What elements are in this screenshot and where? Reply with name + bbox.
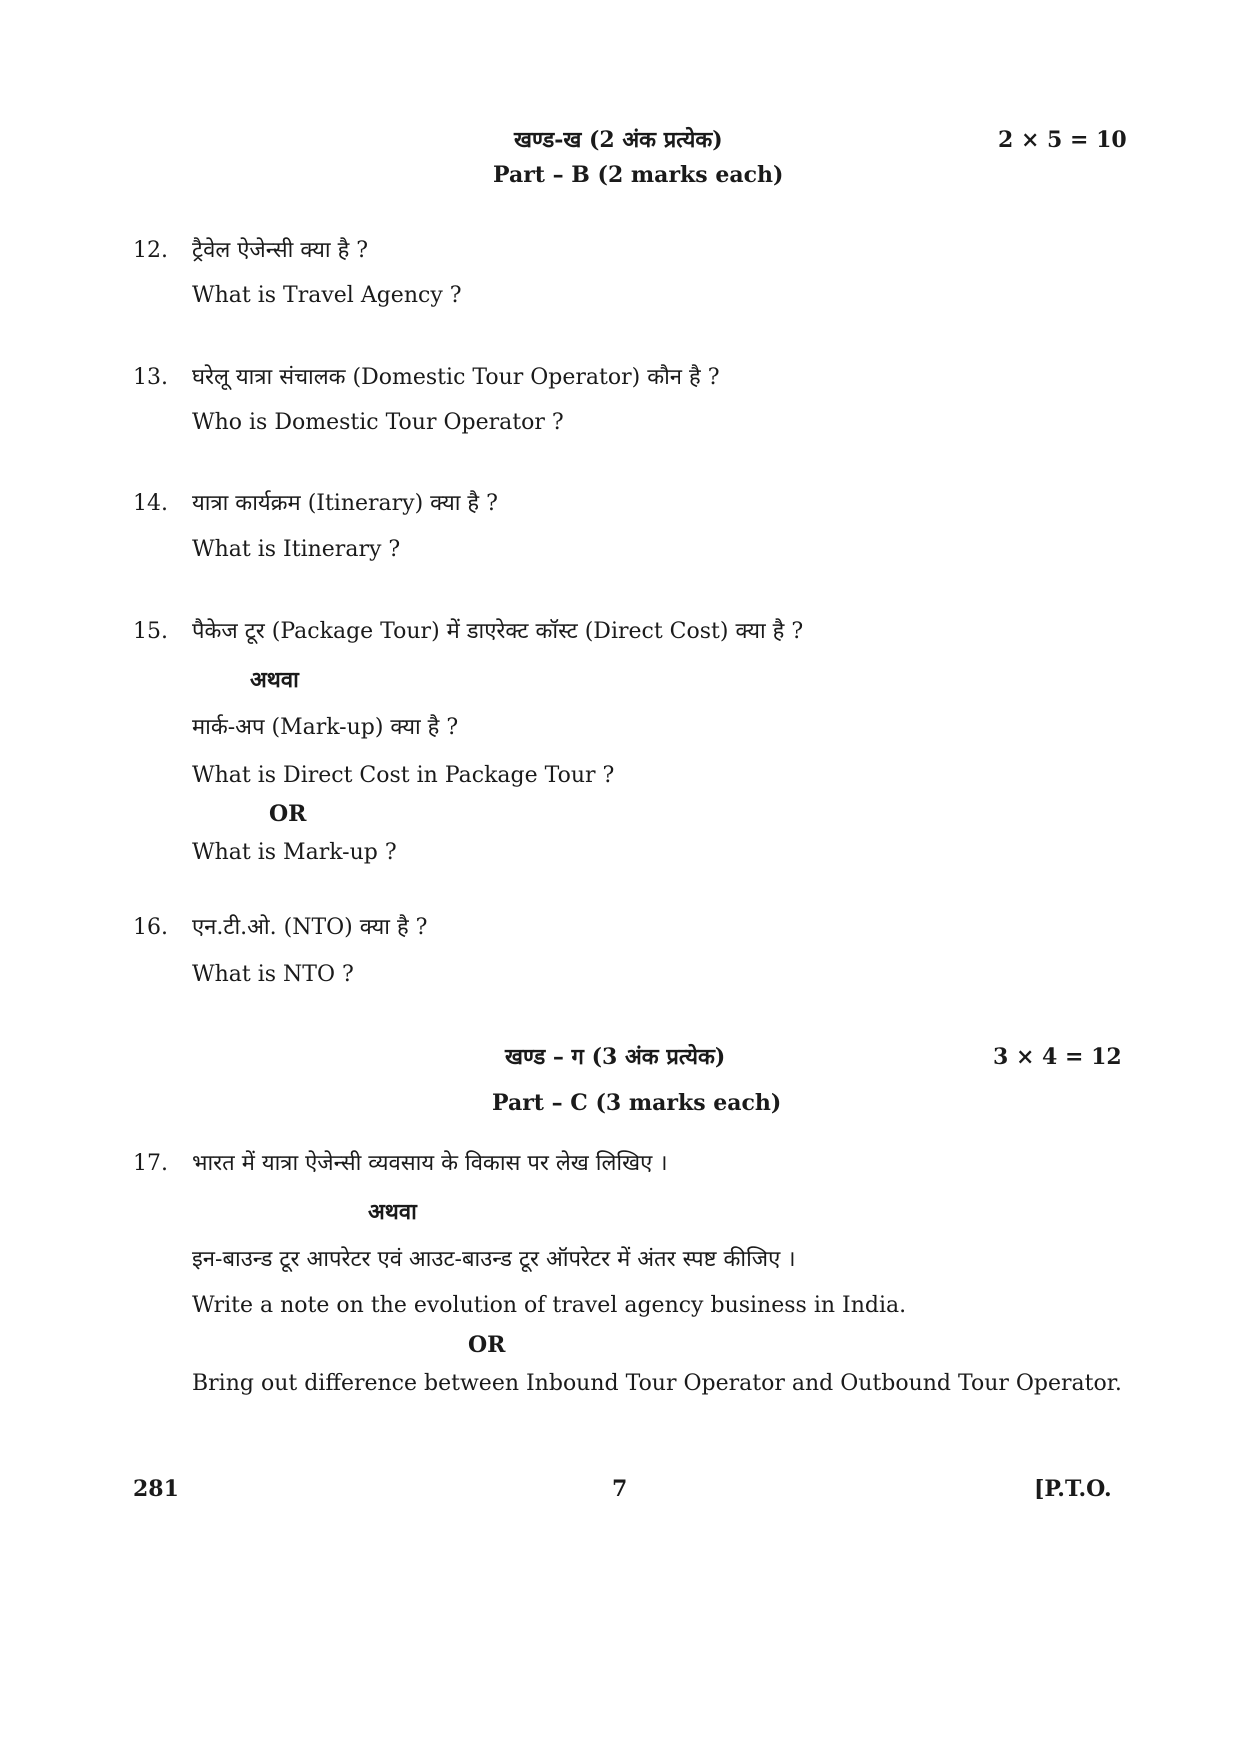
question-hindi: एन.टी.ओ. (NTO) क्या है ? [192,915,428,940]
question-english: What is Travel Agency ? [192,283,462,308]
part-b-hindi-heading: खण्ड-ख (2 अंक प्रत्येक) [514,127,723,153]
question-english-alt: What is Mark-up ? [192,840,397,865]
question-hindi: भारत में यात्रा ऐजेन्सी व्यवसाय के विकास पर लेख लिखिए । [192,1151,668,1176]
question-hindi: यात्रा कार्यक्रम (Itinerary) क्या है ? [192,491,498,516]
page-number: 7 [612,1476,628,1502]
question-english: What is NTO ? [192,962,354,987]
question-number: 14. [133,491,168,516]
question-hindi: पैकेज टूर (Package Tour) में डाएरेक्ट कॉस्ट (Direct Cost) क्या है ? [192,619,804,644]
part-c-hindi-heading: खण्ड – ग (3 अंक प्रत्येक) [505,1044,726,1070]
question-english: What is Direct Cost in Package Tour ? [192,763,615,788]
or-english: OR [468,1332,506,1358]
question-number: 12. [133,238,168,263]
question-hindi: ट्रैवेल ऐजेन्सी क्या है ? [192,238,369,263]
question-number: 17. [133,1151,168,1176]
question-number: 13. [133,365,168,390]
or-english: OR [269,801,307,827]
or-hindi: अथवा [250,667,299,693]
question-english-alt: Bring out difference between Inbound Tour Operator and Outbound Tour Operator. [192,1371,1122,1396]
question-hindi-alt: मार्क-अप (Mark-up) क्या है ? [192,715,459,740]
part-c-english-heading: Part – C (3 marks each) [492,1090,782,1116]
part-c-marks: 3 × 4 = 12 [993,1044,1122,1070]
part-b-english-heading: Part – B (2 marks each) [493,162,784,188]
part-b-marks: 2 × 5 = 10 [998,127,1127,153]
question-english: Who is Domestic Tour Operator ? [192,410,564,435]
question-english: Write a note on the evolution of travel agency business in India. [192,1293,907,1318]
footer-code: 281 [133,1476,179,1502]
question-number: 16. [133,915,168,940]
question-hindi-alt: इन-बाउन्ड टूर आपरेटर एवं आउट-बाउन्ड टूर ऑपरेटर में अंतर स्पष्ट कीजिए । [192,1247,796,1272]
pto-label: [P.T.O. [1034,1476,1112,1502]
question-english: What is Itinerary ? [192,537,401,562]
or-hindi: अथवा [368,1199,417,1225]
question-hindi: घरेलू यात्रा संचालक (Domestic Tour Operator) कौन है ? [192,365,720,390]
question-number: 15. [133,619,168,644]
